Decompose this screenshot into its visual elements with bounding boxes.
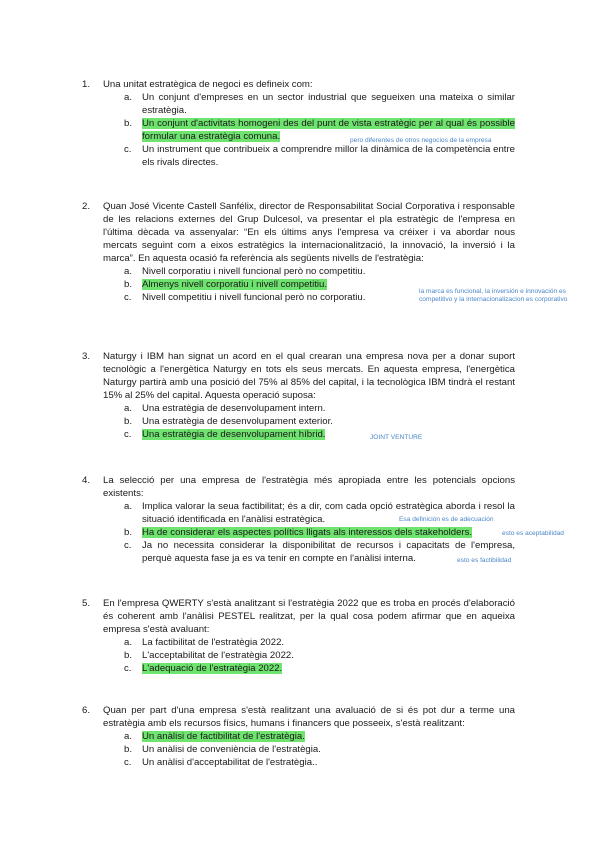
option-letter: b. xyxy=(124,118,133,129)
options-list xyxy=(103,730,515,769)
option-b xyxy=(124,526,515,539)
question-stem: Naturgy i IBM han signat un acord en el qual crearan una empresa nova per a donar suport tecnològic a l'energètica Naturgy en tots els seus mercats. En aquesta empresa, l'energètica Naturgy partirà amb una posició del 75% al 85% del capital, i la tecnològica IBM tindrà el restant 15% al 25% del capital. Aquesta operació suposa: xyxy=(103,351,515,401)
question-number: 3. xyxy=(82,351,91,362)
option-text: Un anàlisi de conveniència de l'estratègia. xyxy=(142,744,321,755)
question-stem: Una unitat estratègica de negoci es defineix com: xyxy=(103,79,313,90)
option-text-highlighted: Un conjunt d'activitats homogeni des del punt de vista estratègic per al qual és possible formular una estratègia comuna. xyxy=(142,118,515,142)
question-stem: La selecció per una empresa de l'estratègia més apropiada entre les potencials opcions existents: xyxy=(103,475,515,499)
question-6 xyxy=(82,704,515,769)
option-letter: b. xyxy=(124,650,133,661)
option-text: Nivell competitiu i nivell funcional però no corporatiu. xyxy=(142,292,366,303)
option-letter: b. xyxy=(124,527,133,538)
annotation-note: la marca es funcional, la inversión e innovación es competitivo y la internacionalizacion es corporativo xyxy=(419,288,568,303)
option-letter: a. xyxy=(124,637,133,648)
question-stem: Quan per part d'una empresa s'està realitzant una avaluació de si és pot dur a terme una estratègia amb els recursos físics, humans i financers que posseeix, s'està realitzant: xyxy=(103,705,515,729)
question-number: 1. xyxy=(82,79,91,90)
option-text: Nivell corporatiu i nivell funcional però no competitiu. xyxy=(142,266,366,277)
annotation-note: esto es aceptabilidad xyxy=(502,530,564,537)
option-text: Un conjunt d'empreses en un sector industrial que segueixen una mateixa o similar estratègia. xyxy=(142,92,515,116)
option-text: La factibilitat de l'estratègia 2022. xyxy=(142,637,285,648)
options-list xyxy=(103,265,377,304)
option-b xyxy=(124,649,515,662)
question-number: 2. xyxy=(82,201,91,212)
option-text: Ja no necessita considerar la disponibilitat de recursos i capacitats de l'empresa, perquè aquesta fase ja es va tenir en compte en l'anàlisi interna. xyxy=(142,540,515,564)
options-list xyxy=(103,636,515,675)
option-text: Una estratègia de desenvolupament exterior. xyxy=(142,416,333,427)
option-b xyxy=(124,415,515,428)
option-text-highlighted: Almenys nivell corporatiu i nivell competitiu. xyxy=(142,279,328,290)
option-b xyxy=(124,278,377,291)
annotation-note: Esa definición es de adecuación xyxy=(399,516,494,523)
option-text: L'acceptabilitat de l'estratègia 2022. xyxy=(142,650,294,661)
option-text: Un anàlisi d'acceptabilitat de l'estratègia.. xyxy=(142,757,318,768)
option-letter: c. xyxy=(124,292,132,303)
option-c xyxy=(124,291,377,304)
option-letter: b. xyxy=(124,744,133,755)
option-letter: c. xyxy=(124,144,132,155)
option-letter: b. xyxy=(124,416,133,427)
option-letter: a. xyxy=(124,92,133,103)
question-5 xyxy=(82,597,515,675)
option-letter: a. xyxy=(124,403,133,414)
option-c xyxy=(124,756,515,769)
question-number: 5. xyxy=(82,598,91,609)
option-c xyxy=(124,143,515,169)
option-a xyxy=(124,636,515,649)
option-a xyxy=(124,402,515,415)
question-3 xyxy=(82,350,515,441)
option-letter: c. xyxy=(124,540,132,551)
option-c xyxy=(124,662,515,675)
option-letter: b. xyxy=(124,279,133,290)
option-a xyxy=(124,730,515,743)
option-letter: c. xyxy=(124,429,132,440)
question-1 xyxy=(82,78,515,169)
option-c xyxy=(124,428,515,441)
question-stem: Quan José Vicente Castell Sanfélix, director de Responsabilitat Social Corporativa i responsable de les relacions externes del Grup Dulcesol, va presentar el pla estratègic de l'empresa en l'última dècada va assenyalar: “En els últims anys l'empresa va créixer i va abordar nous mercats seguint com a eixos estratègics la internacionalització, la innovació, la inversió i la marca”. En aquesta ocasió fa referència als següents nivells de l'estratègia: xyxy=(103,201,515,264)
question-stem: En l'empresa QWERTY s'està analitzant si l'estratègia 2022 que es troba en procés d'elaboració és coherent amb l'anàlisi PESTEL realitzat, per la qual cosa podem afirmar que en aqueixa empresa s'està avaluant: xyxy=(103,598,515,635)
annotation-note: esto es factibilidad xyxy=(457,557,512,564)
annotation-note: JOINT VENTURE xyxy=(370,434,423,441)
option-text: Un instrument que contribueix a comprendre millor la dinàmica de la competència entre els rivals directes. xyxy=(142,144,515,168)
option-a xyxy=(124,265,377,278)
options-list xyxy=(103,402,515,441)
option-letter: a. xyxy=(124,501,133,512)
option-letter: a. xyxy=(124,731,133,742)
option-text-highlighted: Ha de considerar els aspectes polítics lligats als interessos dels stakeholders. xyxy=(142,527,473,538)
options-list xyxy=(103,500,515,565)
option-text-highlighted: L'adequació de l'estratègia 2022. xyxy=(142,663,283,674)
option-text-highlighted: Una estratègia de desenvolupament híbrid. xyxy=(142,429,326,440)
options-list xyxy=(103,91,515,169)
option-b xyxy=(124,743,515,756)
option-letter: c. xyxy=(124,663,132,674)
option-text-highlighted: Un anàlisi de factibilitat de l'estratègia. xyxy=(142,731,305,742)
option-text: Implica valorar la seua factibilitat; és a dir, com cada opció estratègica aborda i resol la situació identificada en l'anàlisi estratègica. xyxy=(142,501,515,525)
question-number: 4. xyxy=(82,475,91,486)
annotation-note: pero diferentes de otros negocios de la empresa xyxy=(350,137,492,144)
option-text: Una estratègia de desenvolupament intern. xyxy=(142,403,326,414)
option-letter: c. xyxy=(124,757,132,768)
question-number: 6. xyxy=(82,705,91,716)
option-letter: a. xyxy=(124,266,133,277)
option-a xyxy=(124,91,515,117)
